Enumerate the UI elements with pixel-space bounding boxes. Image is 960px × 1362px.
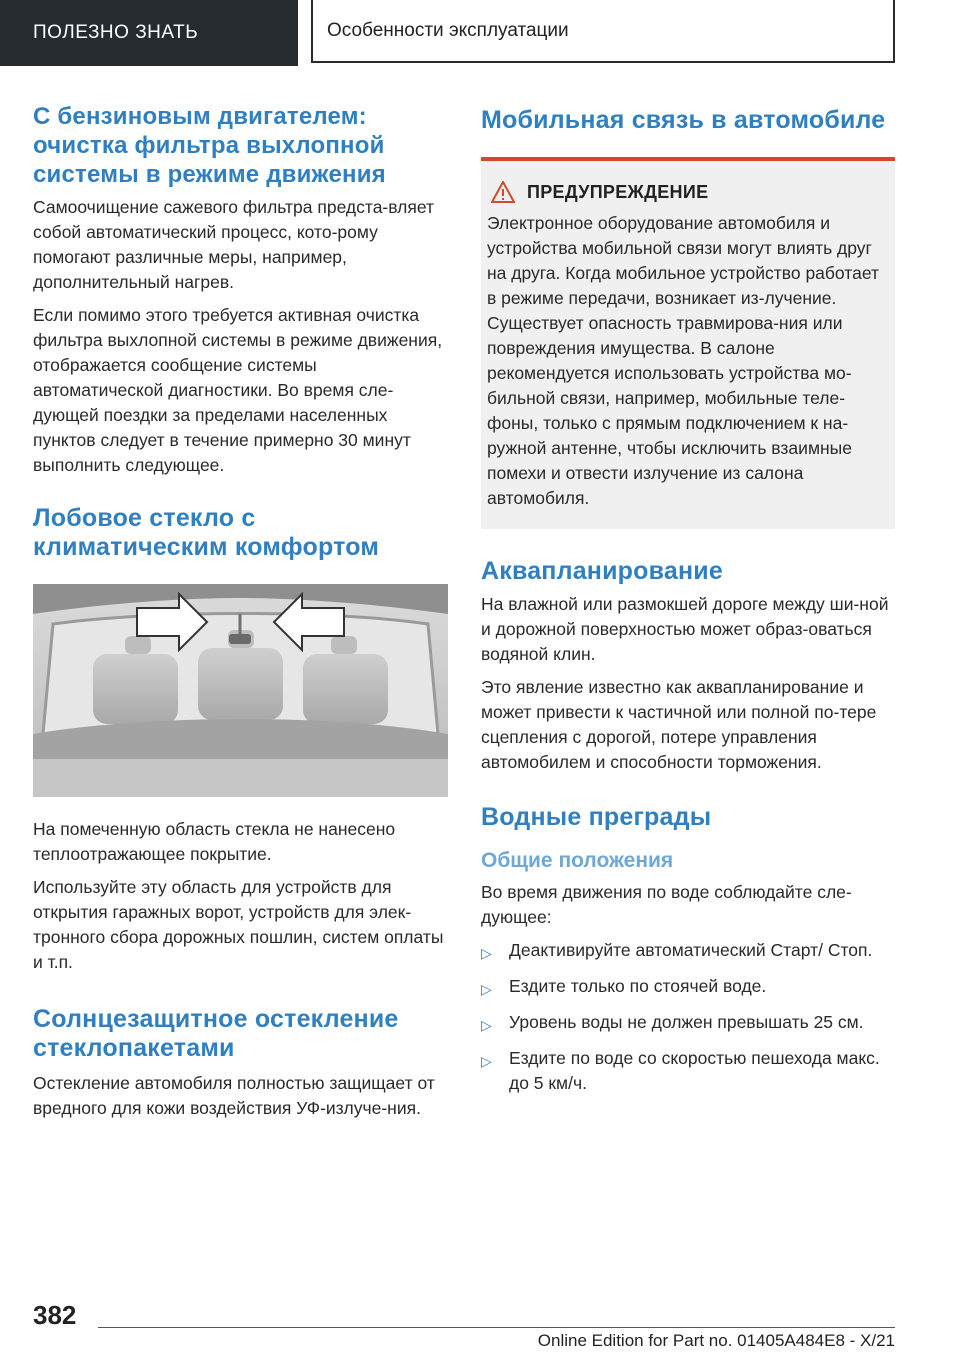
list-item: ▷ Уровень воды не должен превышать 25 см. [481,1010,895,1038]
paragraph: Во время движения по воде соблюдайте сле-дующее: [481,882,852,927]
warning-box [481,161,895,529]
left-column [33,102,448,1121]
water-bullet-list [481,938,895,1096]
section-title-mobile: Мобильная связь в автомобиле [481,106,886,134]
page-header [0,0,960,66]
edition-note: Online Edition for Part no. 01405A484E8 - X/21 [537,1331,895,1350]
triangle-bullet-icon: ▷ [481,945,492,961]
footer-divider [98,1327,895,1328]
paragraph: Используйте эту область для устройств для открытия гаражных ворот, устройств для элек-тронного сбора дорожных пошлин, систем оплаты и т.п. [33,877,444,972]
list-item: ▷ Ездите только по стоячей воде. [481,974,895,1002]
warning-heading [487,181,885,203]
subsection-title-general: Общие положения [481,849,674,872]
triangle-bullet-icon: ▷ [481,1017,492,1033]
paragraph: На помеченную область стекла не нанесено теплоотражающее покрытие. [33,819,396,864]
paragraph: Самоочищение сажевого фильтра предста-вляет собой автоматический процесс, кото-рому помогают различные меры, например, дополнительный нагрев. [33,197,435,292]
paragraph: Если помимо этого требуется активная очистка фильтра выхлопной системы в режиме движения, отображается сообщение системы автоматической диагностики. Во время сле-дующей поездки за пределами населенных пунктов следует в течение примерно 30 минут выполнить следующее. [33,305,443,475]
warning-text: Электронное оборудование автомобиля и устройства мобильной связи могут влиять друг на друга. Когда мобильное устройство работает в режиме передачи, возникает из-лучение. Существует опасность травмирова-ния или повреждения имущества. В салоне рекомендуется использовать устройства мо-бильной связи, например, мобильные теле-фоны, только с прямым подключением к на-ружной антенне, чтобы исключить взаимные помехи и отвести излучение из салона автомобиля. [487,213,879,508]
paragraph: Это явление известно как аквапланирование и может привести к частичной или полной по-тере сцепления с дорогой, потере управления автомобилем и способности торможения. [481,677,877,772]
warning-label: ПРЕДУПРЕЖДЕНИЕ [527,181,709,202]
warning-triangle-icon [491,181,515,203]
chapter-tab: Особенности эксплуатации [311,0,895,63]
right-column [481,102,895,1104]
paragraph: На влажной или размокшей дороге между ши-ной и дорожной поверхностью может образ-оваться водяной клин. [481,594,889,664]
triangle-bullet-icon: ▷ [481,1053,492,1069]
section-title-windshield: Лобовое стекло с климатическим комфортом [33,504,380,561]
section-title-aquaplaning: Аквапланирование [481,557,723,585]
section-title-filter-cleaning: С бензиновым двигателем: очистка фильтра выхлопной системы в режиме движения [33,103,386,188]
page-number: 382 [33,1300,77,1330]
section-title-water: Водные преграды [481,803,712,831]
triangle-bullet-icon: ▷ [481,981,492,997]
windshield-photo [33,584,448,797]
paragraph: Остекление автомобиля полностью защищает от вредного для кожи воздействия УФ-излуче-ния. [33,1073,435,1118]
section-tab: ПОЛЕЗНО ЗНАТЬ [0,0,298,66]
section-title-sun-protection: Солнцезащитное остекление стеклопакетами [33,1005,399,1062]
list-item: ▷ Ездите по воде со скоростью пешехода макс. до 5 км/ч. [481,1046,895,1096]
list-item: ▷ Деактивируйте автоматический Старт/ Стоп. [481,938,895,966]
